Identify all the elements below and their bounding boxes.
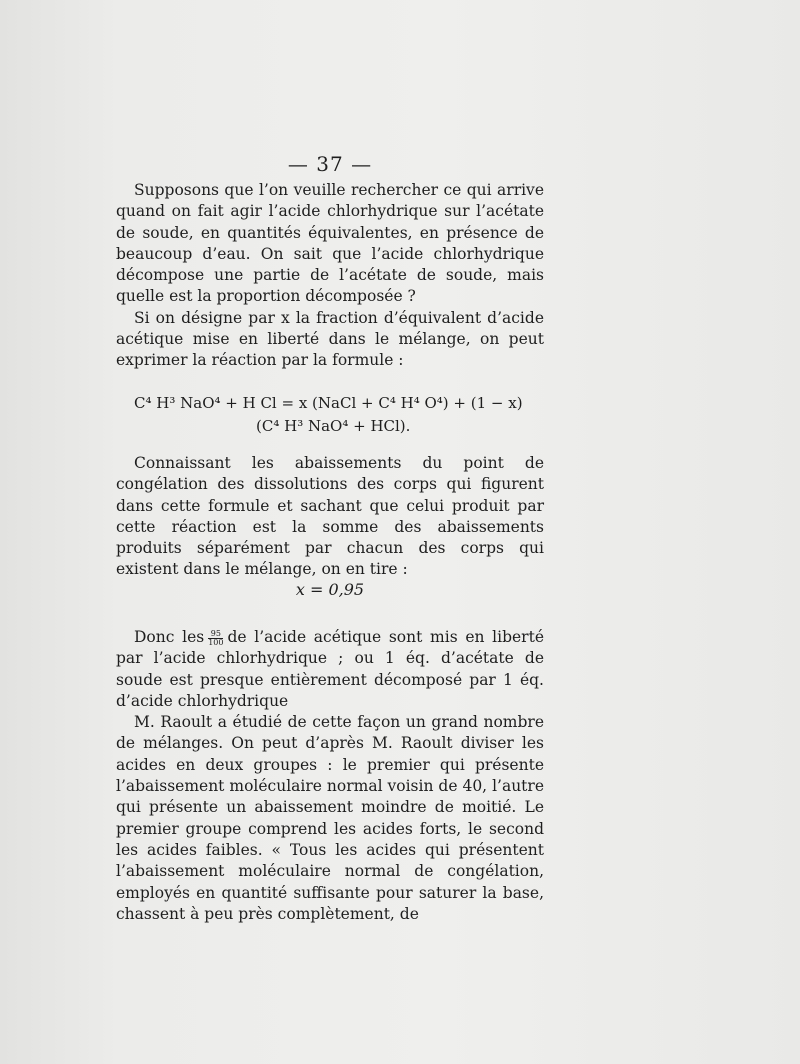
fraction-denominator: 100 <box>208 637 224 647</box>
text-block-conclusion <box>116 627 544 925</box>
text-block-middle <box>116 453 544 581</box>
formula-line-2: (C⁴ H³ NaO⁴ + HCl). <box>256 417 411 435</box>
paragraph-1: Supposons que l’on veuille rechercher ce qui arrive quand on fait agir l’acide chlorhydrique sur l’acétate de soude, en quantités équivalentes, en présence de beaucoup d’eau. On sait que l’acide chlorhydrique décompose une partie de l’acétate de soude, mais quelle est la proportion décomposée ? <box>116 181 544 306</box>
paragraph-2: Si on désigne par x la fraction d’équivalent d’acide acétique mise en liberté dans le mélange, on peut exprimer la réaction par la formule : <box>116 308 544 370</box>
paragraph-4 <box>116 627 544 712</box>
page-number: — 37 — <box>287 152 373 176</box>
paragraph-4-start: Donc les <box>134 628 205 646</box>
text-block-intro <box>116 180 544 372</box>
fraction <box>208 630 223 647</box>
formula-line-1: C⁴ H³ NaO⁴ + H Cl = x (NaCl + C⁴ H⁴ O⁴) + (1 − x) <box>134 394 523 412</box>
paragraph-4-end: de l’acide acétique sont mis en liberté par l’acide chlorhydrique ; ou 1 éq. d’acétate de soude est presque entièrement décomposé par 1 éq. d’acide chlorhydrique <box>116 628 544 710</box>
paragraph-5: M. Raoult a étudié de cette façon un grand nombre de mélanges. On peut d’après M. Raoult diviser les acides en deux groupes : le premier qui présente l’abaissement moléculaire normal voisin de 40, l’autre qui présente un abaissement moindre de moitié. Le premier groupe comprend les acides forts, le second les acides faibles. « Tous les acides qui présentent l’abaissement moléculaire normal de congélation, employés en quantité suffisante pour saturer la base, chassent à peu près complètement, de <box>116 713 544 923</box>
paragraph-3: Connaissant les abaissements du point de congélation des dissolutions des corps qui figurent dans cette formule et sachant que celui produit par cette réaction est la somme des abaissements produits séparément par chacun des corps qui existent dans le mélange, on en tire : <box>116 454 544 579</box>
fraction-numerator: 95 <box>208 630 223 639</box>
result-equation: x = 0,95 <box>295 580 365 599</box>
